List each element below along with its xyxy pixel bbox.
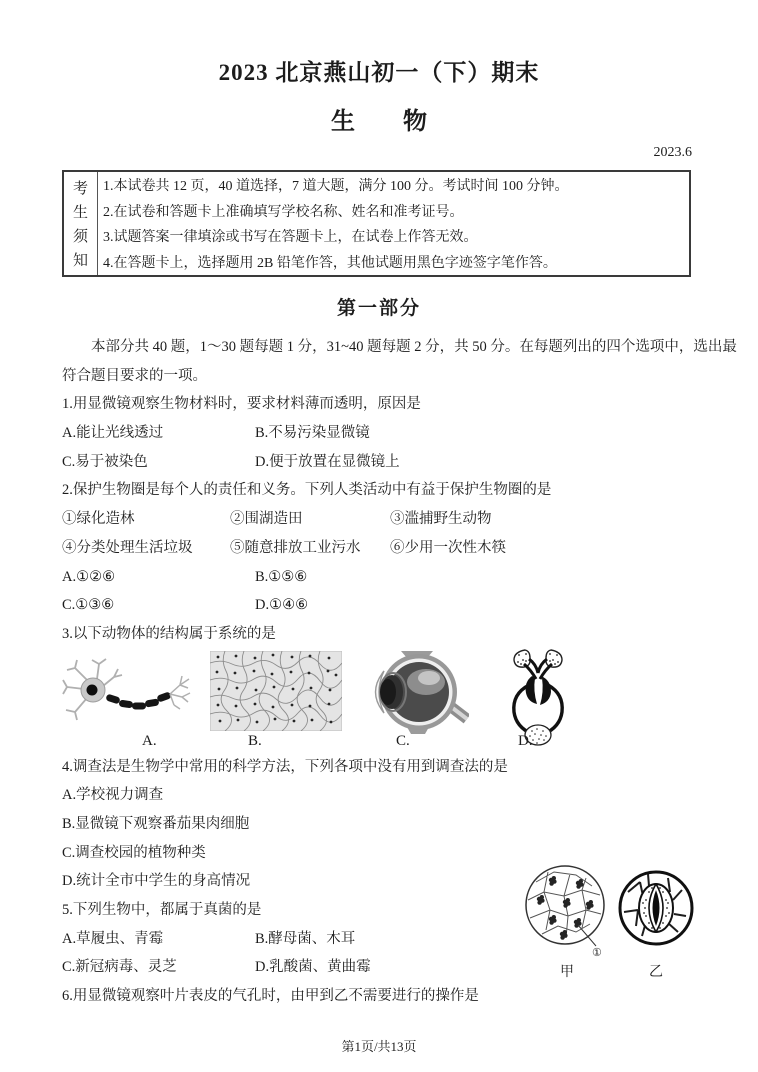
question-1-options-row	[62, 419, 702, 448]
eye-icon	[365, 649, 469, 735]
question-2-stem: 2.保护生物圈是每个人的责任和义务。下列人类活动中有益于保护生物圈的是	[62, 482, 552, 499]
numbered-item-5: ⑤随意排放工业污水	[230, 539, 361, 556]
numbered-item-4: ④分类处理生活垃圾	[62, 539, 193, 556]
epidermis-field-jia-icon	[524, 862, 610, 960]
question-3-figures	[62, 649, 702, 753]
option-b: B.酵母菌、木耳	[255, 930, 356, 947]
notice-item: 2.在试卷和答题卡上准确填写学校名称、姓名和准考证号。	[103, 204, 464, 220]
option-c: C.易于被染色	[62, 453, 148, 470]
section-intro-line: 符合题目要求的一项。	[62, 367, 207, 384]
figure-label-jia: 甲	[560, 965, 574, 980]
numbered-item-1: ①绿化造林	[62, 511, 135, 528]
option-c: C.新冠病毒、灵芝	[62, 959, 177, 976]
option-d: D.乳酸菌、黄曲霉	[255, 959, 371, 976]
option-a: A.①②⑥	[62, 568, 116, 585]
candidate-notice-box	[62, 170, 691, 277]
figure-label-d: D.	[518, 732, 533, 749]
subject-title: 生 物	[331, 109, 427, 135]
option-b: B.显微镜下观察番茄果肉细胞	[62, 815, 250, 832]
section-intro-line: 本部分共 40 题，1～30 题每题 1 分，31~40 题每题 2 分，共 50 分。在每题列出的四个选项中，选出最	[91, 339, 737, 355]
neuron-icon	[62, 657, 194, 727]
exam-date: 2023.6	[653, 145, 692, 160]
question-2-options-row	[62, 563, 702, 592]
page-number: 第1页/共13页	[341, 1039, 417, 1054]
option-b: B.①⑤⑥	[255, 568, 308, 585]
question-2-items-row	[62, 534, 702, 563]
notice-item: 3.试题答案一律填涂或书写在答题卡上，在试卷上作答无效。	[103, 230, 478, 246]
option-b: B.不易污染显微镜	[255, 425, 370, 442]
stoma-closeup-yi-icon	[618, 868, 694, 952]
option-d: D.统计全市中学生的身高情况	[62, 873, 251, 890]
option-a: A.草履虫、青霉	[62, 930, 164, 947]
figure-label-yi: 乙	[649, 965, 663, 980]
question-3-stem: 3.以下动物体的结构属于系统的是	[62, 625, 276, 642]
numbered-item-6: ⑥少用一次性木筷	[390, 539, 506, 556]
figure-label-b: B.	[248, 732, 262, 749]
question-2-options-row	[62, 591, 702, 620]
figure-label-a: A.	[142, 732, 157, 749]
notice-side-char: 考	[72, 180, 88, 197]
section-heading: 第一部分	[336, 298, 421, 319]
callout-1-label: ①	[592, 947, 602, 959]
question-4-stem: 4.调查法是生物学中常用的科学方法，下列各项中没有用到调查法的是	[62, 758, 508, 775]
question-1-stem: 1.用显微镜观察生物材料时，要求材料薄而透明，原因是	[62, 396, 421, 413]
question-6-stem: 6.用显微镜观察叶片表皮的气孔时，由甲到乙不需要进行的操作是	[62, 988, 479, 1005]
figure-label-c: C.	[396, 732, 410, 749]
option-a: A.能让光线透过	[62, 425, 164, 442]
question-1-options-row	[62, 448, 702, 477]
option-c: C.①③⑥	[62, 597, 115, 614]
option-d: D.①④⑥	[255, 597, 309, 614]
page-title: 2023 北京燕山初一（下）期末	[218, 60, 540, 85]
numbered-item-2: ②围湖造田	[230, 511, 303, 528]
notice-side-char: 须	[72, 229, 88, 246]
question-2-items-row	[62, 505, 702, 534]
notice-item: 1.本试卷共 12 页，40 道选择，7 道大题，满分 100 分。考试时间 100 分钟。	[103, 178, 569, 194]
numbered-item-3: ③滥捕野生动物	[390, 511, 492, 528]
notice-side-char: 知	[72, 253, 88, 270]
question-5-stem: 5.下列生物中，都属于真菌的是	[62, 902, 262, 918]
notice-item: 4.在答题卡上，选择题用 2B 铅笔作答，其他试题用黑色字迹签字笔作答。	[103, 256, 557, 272]
notice-side-label	[64, 172, 98, 275]
option-a: A.学校视力调查	[62, 787, 164, 804]
option-c: C.调查校园的植物种类	[62, 844, 206, 861]
stomata-figure	[518, 862, 700, 986]
notice-side-char: 生	[72, 204, 88, 221]
option-d: D.便于放置在显微镜上	[255, 453, 400, 470]
notice-items	[98, 172, 689, 275]
cell-tissue-micrograph-icon	[210, 651, 342, 731]
